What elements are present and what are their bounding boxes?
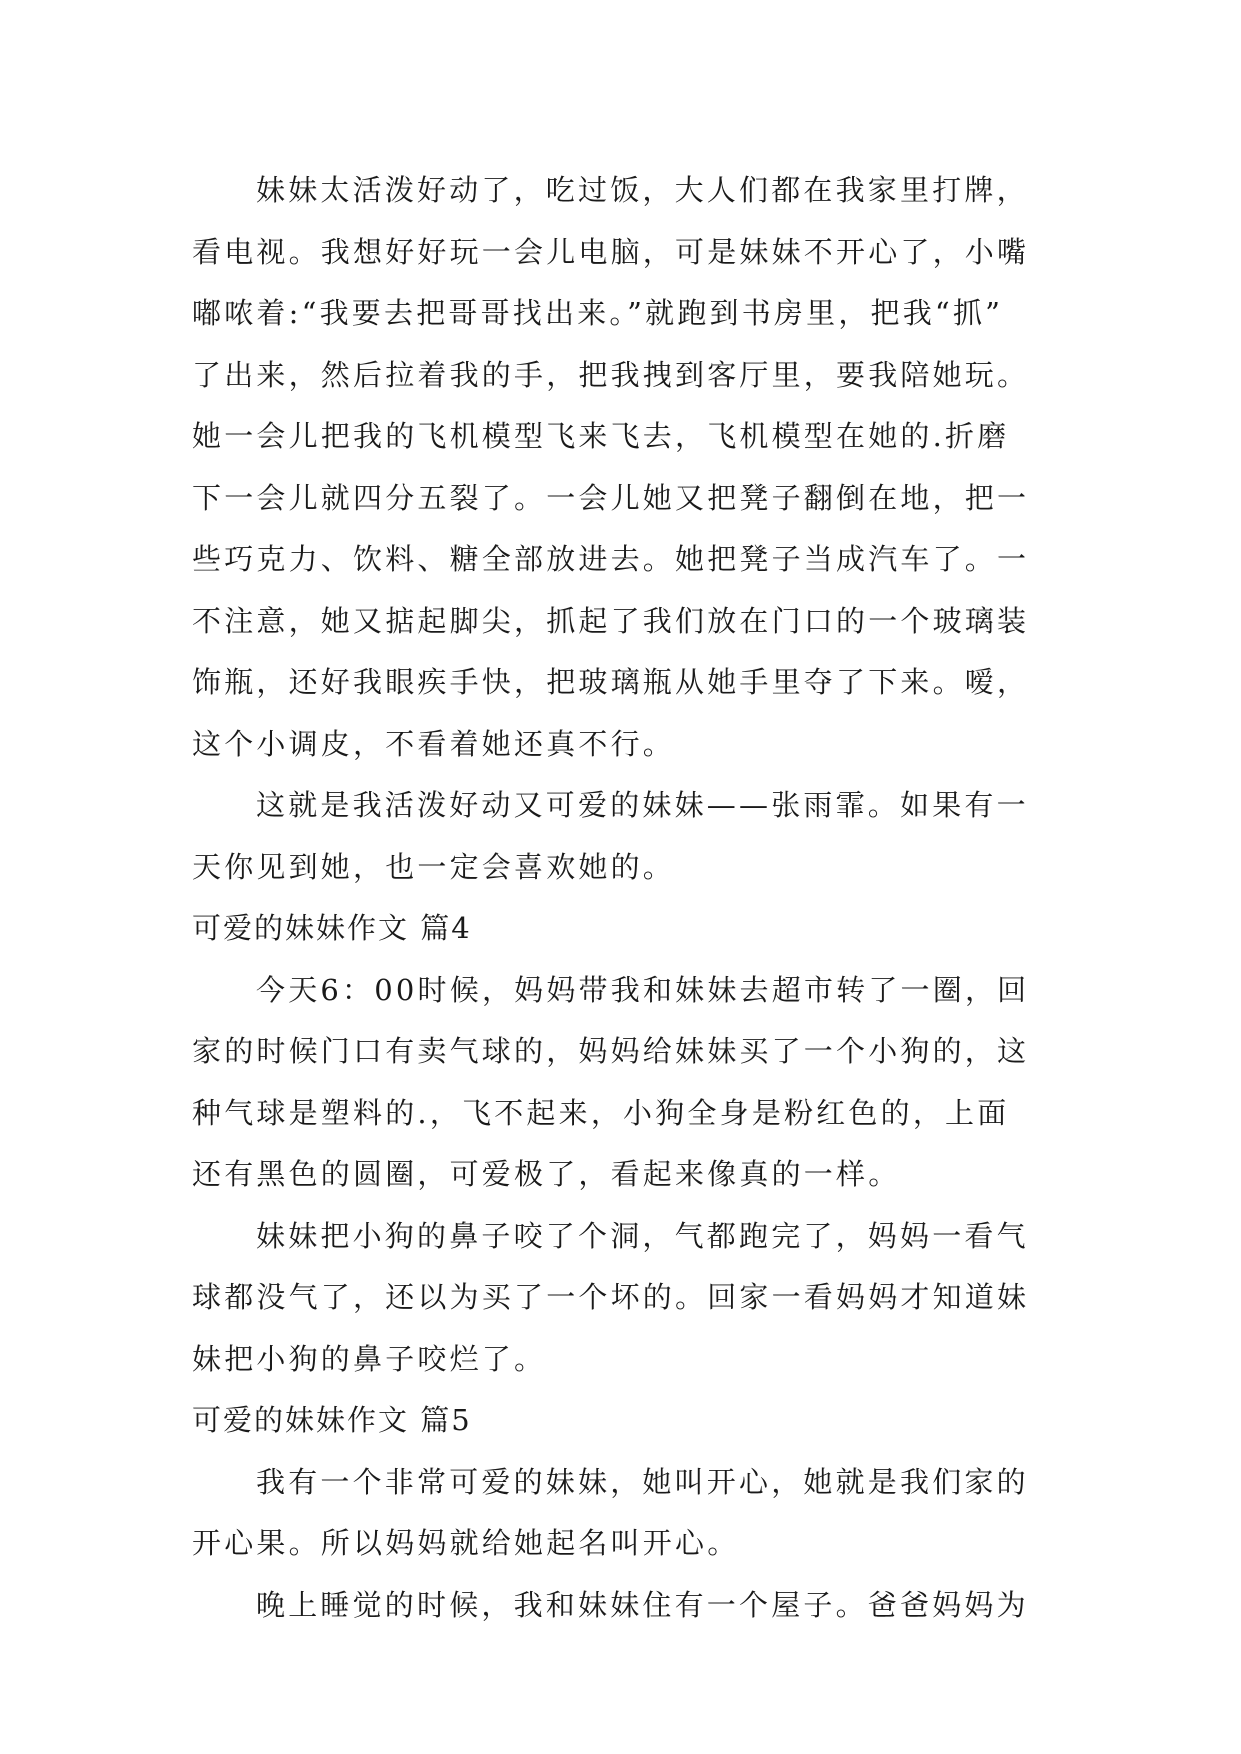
section-heading: 可爱的妹妹作文 篇5 xyxy=(192,1403,472,1437)
paragraph-line: 家的时候门口有卖气球的，妈妈给妹妹买了一个小狗的，这 xyxy=(192,1034,1030,1068)
paragraph-line: 了出来，然后拉着我的手，把我拽到客厅里，要我陪她玩。 xyxy=(192,357,1030,392)
paragraph-line: 这个小调皮，不看着她还真不行。 xyxy=(192,726,676,761)
paragraph-line: 些巧克力、饮料、糖全部放进去。她把凳子当成汽车了。一 xyxy=(192,542,1030,576)
paragraph-line: 嘟哝着:“我要去把哥哥找出来。”就跑到书房里，把我“抓” xyxy=(192,296,1004,330)
paragraph-line: 饰瓶，还好我眼疾手快，把玻璃瓶从她手里夺了下来。嗳， xyxy=(192,665,1030,699)
paragraph-line: 下一会儿就四分五裂了。一会儿她又把凳子翻倒在地，把一 xyxy=(192,480,1030,515)
paragraph-line: 妹妹太活泼好动了，吃过饭，大人们都在我家里打牌， xyxy=(256,173,1029,207)
paragraph-line: 她一会儿把我的飞机模型飞来飞去，飞机模型在她的.折磨 xyxy=(192,419,1010,453)
section-heading: 可爱的妹妹作文 篇4 xyxy=(192,911,472,945)
document-body xyxy=(192,160,1050,1636)
paragraph-line: 晚上睡觉的时候，我和妹妹住有一个屋子。爸爸妈妈为 xyxy=(256,1587,1029,1622)
paragraph-line: 还有黑色的圆圈，可爱极了，看起来像真的一样。 xyxy=(192,1157,901,1191)
paragraph-line: 球都没气了，还以为买了一个坏的。回家一看妈妈才知道妹 xyxy=(192,1280,1030,1314)
paragraph-line: 妹把小狗的鼻子咬烂了。 xyxy=(192,1341,547,1376)
paragraph-line: 这就是我活泼好动又可爱的妹妹——张雨霏。如果有一 xyxy=(256,788,1029,822)
paragraph-line: 看电视。我想好好玩一会儿电脑，可是妹妹不开心了，小嘴 xyxy=(192,234,1030,269)
paragraph-line: 开心果。所以妈妈就给她起名叫开心。 xyxy=(192,1526,740,1560)
paragraph-line: 今天6：00时候，妈妈带我和妹妹去超市转了一圈，回 xyxy=(256,972,1030,1007)
paragraph-line: 不注意，她又掂起脚尖，抓起了我们放在门口的一个玻璃装 xyxy=(192,603,1030,638)
paragraph-line: 妹妹把小狗的鼻子咬了个洞，气都跑完了，妈妈一看气 xyxy=(256,1218,1029,1253)
paragraph-line: 种气球是塑料的.，飞不起来，小狗全身是粉红色的，上面 xyxy=(192,1095,1010,1130)
paragraph-line: 我有一个非常可爱的妹妹，她叫开心，她就是我们家的 xyxy=(256,1464,1029,1499)
paragraph-line: 天你见到她，也一定会喜欢她的。 xyxy=(192,849,676,884)
